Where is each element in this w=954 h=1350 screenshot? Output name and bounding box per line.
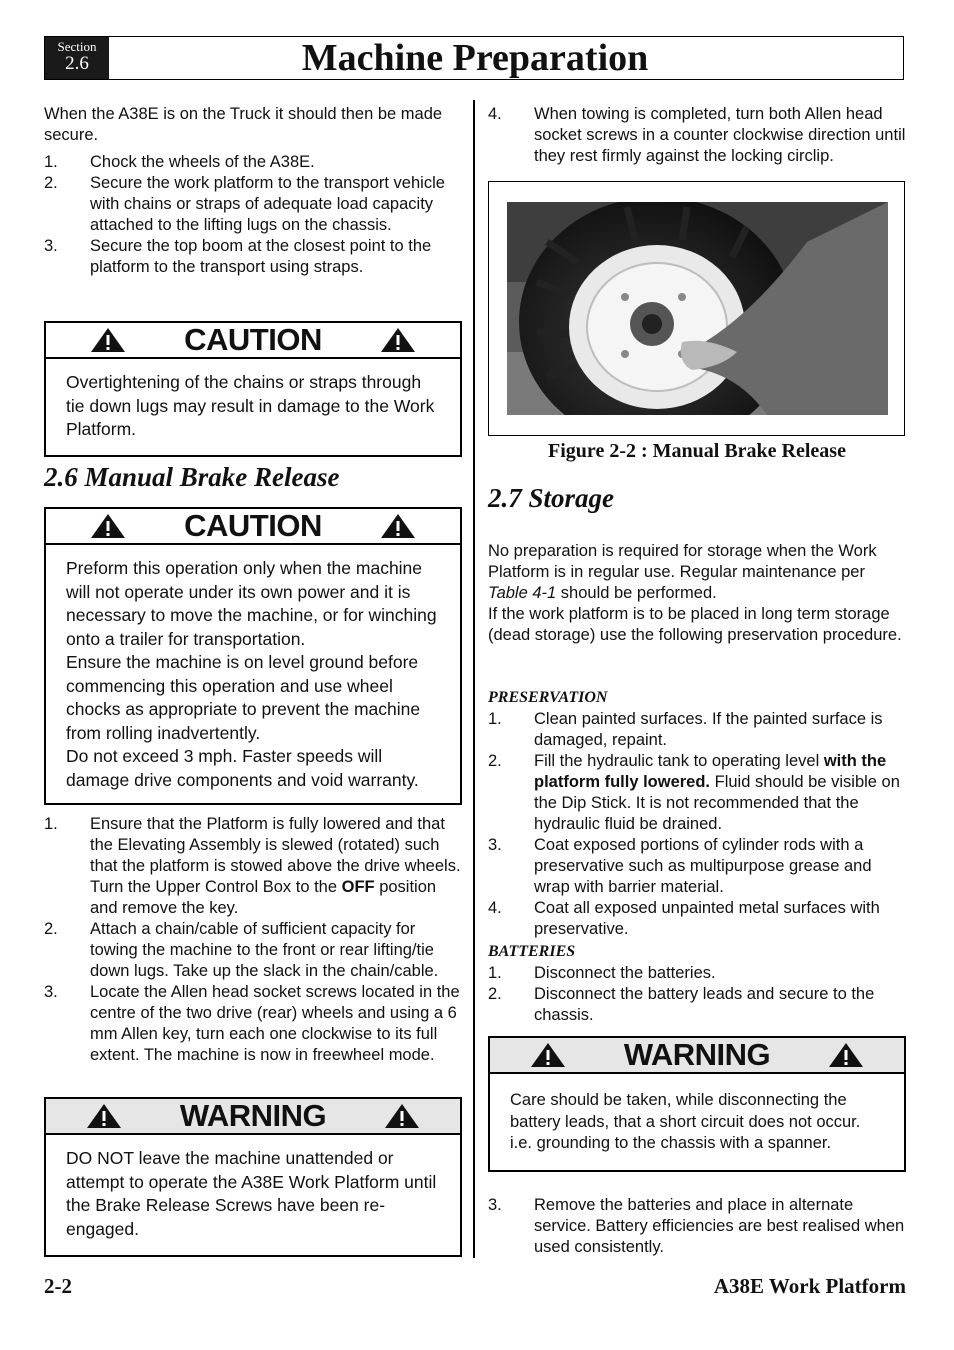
product-name: A38E Work Platform (713, 1274, 906, 1298)
figure-caption: Figure 2-2 : Manual Brake Release (548, 440, 846, 462)
list-item: 4. Coat all exposed unpainted metal surfaces with preservative. (488, 899, 880, 938)
battery-steps-list (488, 963, 908, 1026)
warning-triangle-icon (90, 327, 126, 353)
page-number: 2-2 (44, 1274, 72, 1298)
section-badge (45, 37, 109, 79)
warning-text: Care should be taken, while disconnecting the battery leads, that a short circuit does not occur. i.e. grounding to the chassis with a spanner. (510, 1091, 861, 1152)
page-title: Machine Preparation (301, 37, 649, 79)
wheel-photo (507, 202, 888, 415)
list-item: 2. Fill the hydraulic tank to operating level with the platform fully lowered. Fluid should be visible on the Dip Stick. It is not recommended that the hydraulic fluid be drained. (488, 752, 900, 833)
intro-text: When the A38E is on the Truck it should then be made secure. (44, 105, 443, 144)
caution-title: CAUTION (184, 322, 322, 357)
list-item: 3. Coat exposed portions of cylinder rods with a preservative such as multipurpose grease and wrap with barrier material. (488, 836, 872, 896)
tow-complete-step (488, 104, 906, 167)
caution-box-brake (44, 507, 462, 805)
preservation-steps-list (488, 709, 908, 940)
warning-title: WARNING (179, 1098, 327, 1133)
warning-triangle-icon (380, 513, 416, 539)
brake-steps-list (44, 814, 464, 1066)
caution-title: CAUTION (184, 508, 322, 543)
warning-triangle-icon (86, 1103, 122, 1129)
list-item: 4. When towing is completed, turn both Allen head socket screws in a counter clockwise direction until they rest firmly against the locking circlip. (488, 105, 906, 165)
warning-triangle-icon (380, 327, 416, 353)
list-item: 2. Secure the work platform to the transport vehicle with chains or straps of adequate load capacity attached to the lifting lugs on the chassis. (44, 174, 445, 234)
list-item: 1. Clean painted surfaces. If the painted surface is damaged, repaint. (488, 710, 883, 749)
warning-header (46, 1099, 460, 1135)
secure-steps-list (44, 152, 462, 278)
warning-header (490, 1038, 904, 1074)
list-item: 1. Chock the wheels of the A38E. (44, 153, 315, 171)
preservation-label: PRESERVATION (488, 689, 608, 706)
list-item: 2. Attach a chain/cable of sufficient capacity for towing the machine to the front or rear lifting/tie down lugs. Take up the slack in the chain/cable. (44, 920, 439, 980)
caution-header (46, 323, 460, 359)
caution-text: Preform this operation only when the machine will not operate under its own power and it is necessary to move the machine, or for winching onto a trailer for transportation. Ensure the machine is on level ground before commencing this operation and use wheel chocks as appropriate to prevent the machine from rolling inadvertently. Do not exceed 3 mph. Faster speeds will damage drive components and void warranty. (66, 558, 437, 790)
heading-storage: 2.7 Storage (488, 483, 615, 513)
caution-box-transport (44, 321, 462, 457)
warning-text: DO NOT leave the machine unattended or attempt to operate the A38E Work Platform until the Brake Release Screws have been re-engaged. (66, 1148, 437, 1239)
batteries-label: BATTERIES (488, 943, 576, 960)
caution-text: Overtightening of the chains or straps through tie down lugs may result in damage to the Work Platform. (66, 372, 435, 439)
list-item: 3. Locate the Allen head socket screws located in the centre of the two drive (rear) wheels and using a 6 mm Allen key, turn each one clockwise to its full extent. The machine is now in freewheel mode. (44, 983, 460, 1064)
section-number: 2.6 (65, 53, 89, 74)
caution-header (46, 509, 460, 545)
list-item: 1. Disconnect the batteries. (488, 964, 716, 982)
list-item: 2. Disconnect the battery leads and secure to the chassis. (488, 985, 875, 1024)
list-item: 3. Remove the batteries and place in alternate service. Battery efficiencies are best realised when used consistently. (488, 1196, 905, 1256)
warning-triangle-icon (828, 1042, 864, 1068)
warning-box-unattended (44, 1097, 462, 1257)
warning-triangle-icon (90, 513, 126, 539)
warning-triangle-icon (384, 1103, 420, 1129)
battery-step-3 (488, 1195, 908, 1258)
heading-manual-brake-release: 2.6 Manual Brake Release (44, 462, 340, 492)
section-label: Section (57, 39, 97, 54)
list-item: 3. Secure the top boom at the closest point to the platform to the transport using straps. (44, 237, 432, 276)
storage-paragraph: No preparation is required for storage when the Work Platform is in regular use. Regular maintenance per Table 4-1 should be performed. If the work platform is to be placed in long term storage (dead storage) use the following preservation procedure. (488, 542, 902, 644)
warning-box-battery (488, 1036, 906, 1172)
warning-triangle-icon (530, 1042, 566, 1068)
warning-title: WARNING (623, 1037, 771, 1072)
column-divider (473, 100, 475, 1258)
figure-manual-brake-release (488, 181, 905, 436)
list-item: 1. Ensure that the Platform is fully lowered and that the Elevating Assembly is slewed (rotated) such that the platform is stowed above the drive wheels. Turn the Upper Control Box to the OFF position and remove the key. (44, 815, 461, 917)
